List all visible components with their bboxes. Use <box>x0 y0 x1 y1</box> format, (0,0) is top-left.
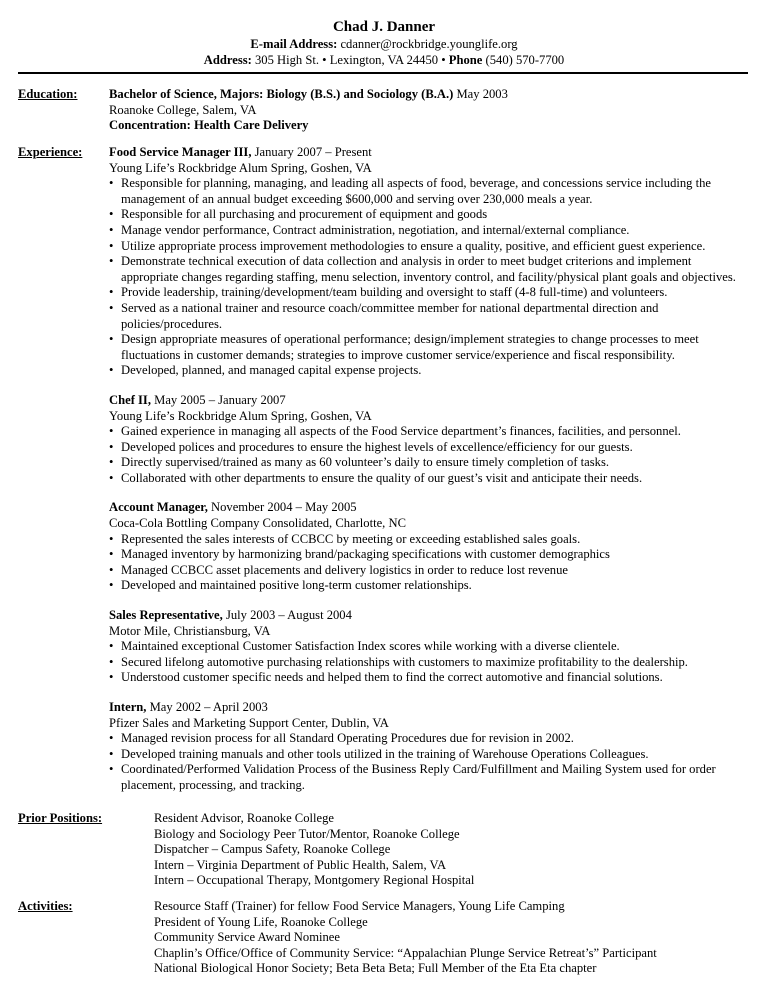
graduation-date: May 2003 <box>456 87 508 101</box>
bullet-text: placement, processing, and tracking. <box>121 777 305 792</box>
candidate-name: Chad J. Danner <box>332 19 436 35</box>
concentration: Concentration: Health Care Delivery <box>109 118 309 133</box>
list-item: Resource Staff (Trainer) for fellow Food Service Managers, Young Life Camping <box>154 899 565 913</box>
list-item: Dispatcher – Campus Safety, Roanoke College <box>154 842 391 857</box>
degree: Bachelor of Science, Majors: Biology (B.S.) and Sociology (B.A.) <box>109 87 454 101</box>
bullet-icon: • <box>109 731 114 746</box>
bullet-text: Managed revision process for all Standard Operating Procedures due for revision in 2002. <box>121 731 574 746</box>
bullet-icon: • <box>109 746 114 761</box>
bullet-item <box>109 762 745 793</box>
bullet-item <box>109 424 745 440</box>
bullet-icon: • <box>109 363 114 378</box>
job-title-line <box>109 145 745 161</box>
bullet-icon: • <box>109 762 114 777</box>
street-address: 305 High St. • Lexington, VA 24450 • <box>254 53 446 67</box>
bullet-icon: • <box>109 639 114 654</box>
bullet-item <box>109 532 745 548</box>
job-entry <box>109 393 745 487</box>
bullet-text: Manage vendor performance, Contract administration, negotiation, and internal/external compliance. <box>121 222 630 237</box>
address-label: Address: <box>203 53 252 67</box>
job-organization: Coca-Cola Bottling Company Consolidated, Charlotte, NC <box>109 516 406 531</box>
bullet-icon: • <box>109 654 114 669</box>
job-bullets <box>109 639 745 686</box>
job-dates: May 2002 – April 2003 <box>149 700 268 714</box>
email-label: E-mail Address: <box>250 37 338 51</box>
list-item: Resident Advisor, Roanoke College <box>154 811 334 825</box>
bullet-item <box>109 440 745 456</box>
bullet-text: Secured lifelong automotive purchasing relationships with customers to maximize profitability to the dealership. <box>121 654 688 669</box>
job-title: Intern, <box>109 700 147 714</box>
bullet-item <box>109 363 745 379</box>
email-address: cdanner@rockbridge.younglife.org <box>340 37 518 51</box>
bullet-icon: • <box>109 424 114 439</box>
job-entry <box>109 500 745 594</box>
bullet-text: management of an annual budget exceeding $600,000 and serving over 230,000 meals a year. <box>121 191 593 206</box>
job-organization: Young Life’s Rockbridge Alum Spring, Goshen, VA <box>109 408 372 423</box>
job-bullets <box>109 532 745 594</box>
job-dates: May 2005 – January 2007 <box>154 392 286 407</box>
bullet-item <box>109 332 745 363</box>
job-entry <box>109 145 745 379</box>
bullet-text: fluctuations in customer demands; strategies to improve customer service/experience and fiscal responsibility. <box>121 347 675 362</box>
bullet-text: Demonstrate technical execution of data collection and analysis in order to meet budget criterions and implement <box>121 254 692 269</box>
bullet-text: appropriate changes regarding staffing, menu selection, inventory control, and facility/physical plant goals and objectives. <box>121 269 736 284</box>
bullet-icon: • <box>109 547 114 562</box>
bullet-text: Gained experience in managing all aspects of the Food Service department’s finances, facilities, and personnel. <box>121 424 681 439</box>
bullet-item <box>109 655 745 671</box>
bullet-icon: • <box>109 531 114 546</box>
education-label: Education: <box>18 87 78 101</box>
bullet-item <box>109 731 745 747</box>
job-dates: July 2003 – August 2004 <box>225 608 352 623</box>
bullet-text: Coordinated/Performed Validation Process of the Business Reply Card/Fulfillment and Mailing System used for order <box>121 762 716 777</box>
bullet-text: Developed polices and procedures to ensure the highest levels of excellence/efficiency for our guests. <box>121 439 633 454</box>
job-bullets <box>109 731 745 793</box>
bullet-text: Utilize appropriate process improvement methodologies to ensure a quality, positive, and efficient guest experience. <box>121 238 706 253</box>
phone-label: Phone <box>448 53 483 67</box>
bullet-text: Served as a national trainer and resource coach/committee member for national departmental direction and <box>121 300 659 315</box>
education-body <box>109 87 745 134</box>
bullet-item <box>109 223 745 239</box>
job-title: Account Manager, <box>109 500 208 515</box>
header-divider <box>18 72 748 74</box>
bullet-text: policies/procedures. <box>121 316 223 331</box>
job-title: Food Service Manager III, <box>109 145 252 159</box>
bullet-item <box>109 547 745 563</box>
bullet-icon: • <box>109 332 114 347</box>
bullet-item <box>109 639 745 655</box>
prior-positions-list <box>154 811 474 889</box>
bullet-item <box>109 254 745 285</box>
school: Roanoke College, Salem, VA <box>109 102 257 117</box>
job-organization: Young Life’s Rockbridge Alum Spring, Goshen, VA <box>109 160 372 175</box>
bullet-icon: • <box>109 285 114 300</box>
bullet-icon: • <box>109 238 114 253</box>
bullet-icon: • <box>109 176 114 191</box>
bullet-text: Represented the sales interests of CCBCC by meeting or exceeding established sales goals. <box>121 531 581 546</box>
job-organization: Pfizer Sales and Marketing Support Center, Dublin, VA <box>109 715 389 730</box>
bullet-text: Provide leadership, training/development/team building and oversight to staff (4-8 full-time) and volunteers. <box>121 285 668 300</box>
bullet-icon: • <box>109 254 114 269</box>
bullet-text: Managed inventory by harmonizing brand/packaging specifications with customer demographics <box>121 547 610 562</box>
job-entry <box>109 700 745 794</box>
list-item: Intern – Occupational Therapy, Montgomery Regional Hospital <box>154 873 475 888</box>
job-title: Chef II, <box>109 392 151 407</box>
bullet-icon: • <box>109 670 114 685</box>
bullet-icon: • <box>109 470 114 485</box>
bullet-icon: • <box>109 300 114 315</box>
bullet-text: Understood customer specific needs and helped them to find the correct automotive and financial solutions. <box>121 670 663 685</box>
activities-list <box>154 899 657 977</box>
experience-body <box>109 145 745 808</box>
job-title-line <box>109 700 745 716</box>
bullet-text: Maintained exceptional Customer Satisfaction Index scores while working with a diverse clientele. <box>121 639 620 654</box>
bullet-item <box>109 285 745 301</box>
job-bullets <box>109 176 745 379</box>
list-item: Community Service Award Nominee <box>154 930 340 945</box>
bullet-item <box>109 471 745 487</box>
bullet-text: Developed training manuals and other tools utilized in the training of Warehouse Operations Colleagues. <box>121 746 649 761</box>
resume-header <box>0 18 768 68</box>
address-line <box>0 52 768 68</box>
degree-line <box>109 87 745 103</box>
bullet-item <box>109 455 745 471</box>
bullet-icon: • <box>109 455 114 470</box>
list-item: Biology and Sociology Peer Tutor/Mentor, Roanoke College <box>154 826 460 841</box>
bullet-icon: • <box>109 578 114 593</box>
bullet-text: Developed, planned, and managed capital expense projects. <box>121 363 422 378</box>
bullet-text: Collaborated with other departments to ensure the quality of our guest’s visit and anticipate their needs. <box>121 470 643 485</box>
bullet-item <box>109 239 745 255</box>
bullet-text: Responsible for planning, managing, and leading all aspects of food, beverage, and concessions service including the <box>121 176 711 191</box>
phone-number: (540) 570-7700 <box>485 53 565 67</box>
bullet-item <box>109 747 745 763</box>
job-dates: November 2004 – May 2005 <box>211 500 357 515</box>
list-item: President of Young Life, Roanoke College <box>154 914 368 929</box>
bullet-text: Managed CCBCC asset placements and delivery logistics in order to reduce lost revenue <box>121 562 568 577</box>
bullet-icon: • <box>109 222 114 237</box>
bullet-text: Developed and maintained positive long-term customer relationships. <box>121 578 472 593</box>
experience-label: Experience: <box>18 145 83 159</box>
bullet-icon: • <box>109 207 114 222</box>
list-item: National Biological Honor Society; Beta Beta Beta; Full Member of the Eta Eta chapter <box>154 961 597 976</box>
job-title-line <box>109 500 745 516</box>
job-title: Sales Representative, <box>109 608 223 623</box>
job-title-line <box>109 608 745 624</box>
activities-label: Activities: <box>18 899 73 913</box>
bullet-item <box>109 176 745 207</box>
bullet-text: Responsible for all purchasing and procurement of equipment and goods <box>121 207 488 222</box>
bullet-item <box>109 301 745 332</box>
bullet-item <box>109 670 745 686</box>
job-title-line <box>109 393 745 409</box>
bullet-item <box>109 578 745 594</box>
bullet-text: Design appropriate measures of operational performance; design/implement strategies to change processes to meet <box>121 332 699 347</box>
job-dates: January 2007 – Present <box>254 145 372 159</box>
bullet-item <box>109 207 745 223</box>
email-line <box>0 36 768 52</box>
job-organization: Motor Mile, Christiansburg, VA <box>109 623 271 638</box>
prior-positions-label: Prior Positions: <box>18 811 103 825</box>
bullet-item <box>109 563 745 579</box>
job-bullets <box>109 424 745 486</box>
bullet-icon: • <box>109 562 114 577</box>
list-item: Chaplin’s Office/Office of Community Service: “Appalachian Plunge Service Retreat’s” Participant <box>154 945 657 960</box>
job-entry <box>109 608 745 686</box>
bullet-text: Directly supervised/trained as many as 60 volunteer’s daily to ensure timely completion of tasks. <box>121 455 610 470</box>
bullet-icon: • <box>109 439 114 454</box>
list-item: Intern – Virginia Department of Public Health, Salem, VA <box>154 857 447 872</box>
